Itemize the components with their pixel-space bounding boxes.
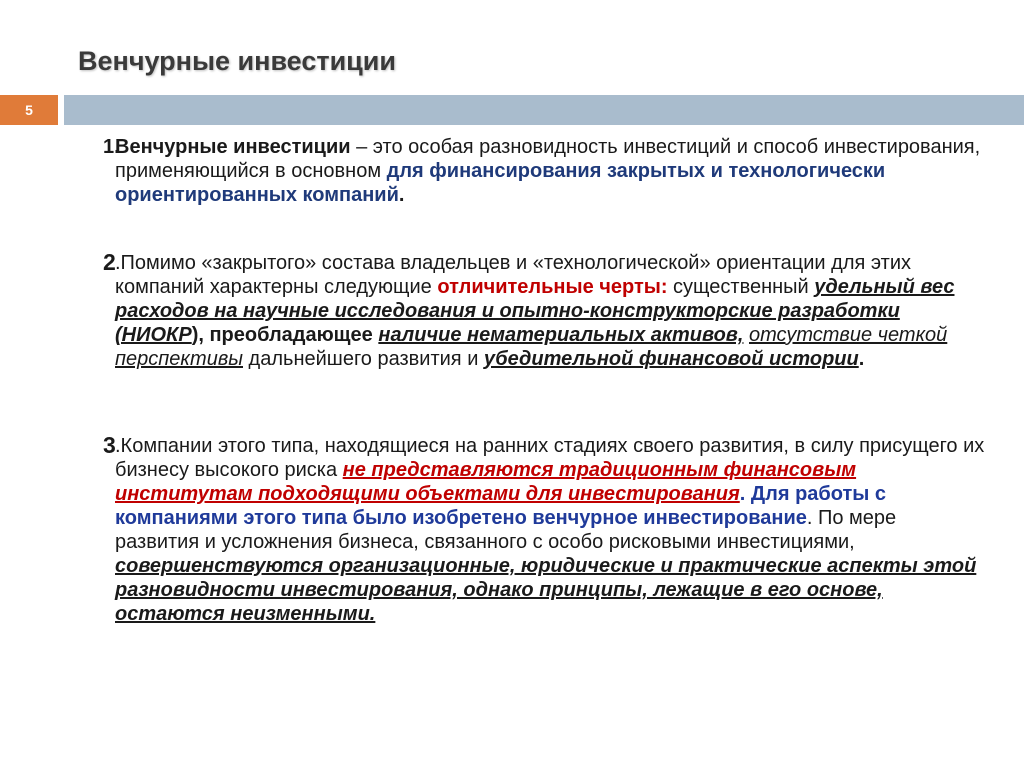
paragraph-1 xyxy=(103,135,985,207)
title-bar xyxy=(64,95,1024,125)
paragraph-2-text-3: ), преобладающее xyxy=(191,324,379,346)
paragraph-2 xyxy=(103,249,985,371)
paragraph-2-text-5: дальнейшего развития и xyxy=(243,348,484,370)
paragraph-1-end: . xyxy=(398,184,405,206)
paragraph-3-number: 3 xyxy=(103,432,116,458)
paragraph-2-number: 2 xyxy=(103,249,116,275)
paragraph-3-text-1: .Компании этого типа, находящиеся на ранних стадиях своего развития, в силу присущего их бизнесу высокого риска xyxy=(115,435,985,481)
paragraph-1-highlight: для финансирования закрытых и технологически ориентированных компаний xyxy=(115,160,886,206)
paragraph-1-term: Венчурные инвестиции xyxy=(115,136,351,158)
paragraph-2-emph-3: убедительной финансовой истории xyxy=(483,348,859,370)
paragraph-3-red: не представляются традиционным финансовым институтам подходящими объектами для инвестирования xyxy=(115,459,857,505)
paragraph-2-text-2: существенный xyxy=(667,276,815,298)
slide-number: 5 xyxy=(0,95,58,125)
paragraph-2-italic: отсутствие четкой перспективы xyxy=(115,324,948,370)
paragraph-3 xyxy=(103,432,985,626)
paragraph-1-text: – это особая разновидность инвестиций и способ инвестирования, применяющийся в основном xyxy=(115,136,981,182)
slide-title: Венчурные инвестиции xyxy=(78,46,396,76)
paragraph-3-text-2: . xyxy=(739,483,751,505)
paragraph-3-text-3: . По мере развития и усложнения бизнеса, связанного с особо рисковыми инвестициями, xyxy=(115,507,897,553)
paragraph-1-number: 1. xyxy=(103,136,120,158)
paragraph-2-red: отличительные черты: xyxy=(437,276,668,298)
paragraph-2-end: . xyxy=(858,348,865,370)
paragraph-3-emph: совершенствуются организационные, юридические и практические аспекты этой разновидности инвестирования, однако принципы, лежащие в его основе, остаются неизменными. xyxy=(115,555,977,625)
paragraph-2-text-1: .Помимо «закрытого» состава владельцев и «технологической» ориентации для этих компаний характерны следующие xyxy=(115,252,911,298)
paragraph-2-emph-2: наличие нематериальных активов, xyxy=(378,324,744,346)
paragraph-2-emph-1: удельный вес расходов на научные исследования и опытно-конструкторские разработки (НИОКР xyxy=(115,276,955,346)
paragraph-3-blue: Для работы с компаниями этого типа было изобретено венчурное инвестирование xyxy=(115,483,887,529)
